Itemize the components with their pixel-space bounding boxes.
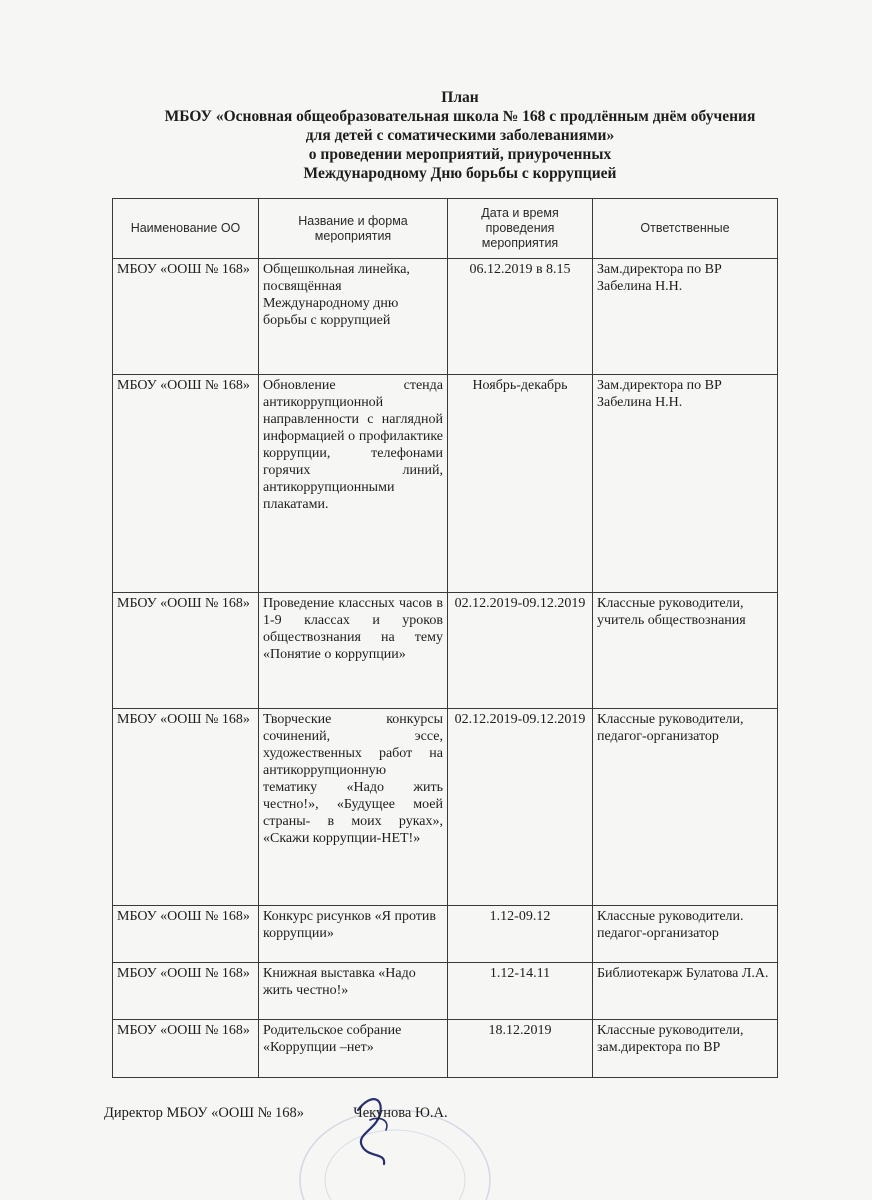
cell-date: Ноябрь-декабрь bbox=[448, 375, 593, 593]
cell-event: Конкурс рисунков «Я против коррупции» bbox=[259, 906, 448, 963]
table-row bbox=[113, 375, 778, 593]
cell-org: МБОУ «ООШ № 168» bbox=[113, 259, 259, 375]
table-row bbox=[113, 963, 778, 1020]
table-row bbox=[113, 906, 778, 963]
cell-event: Творческие конкурсы сочинений, эссе, художественных работ на антикоррупционную тематику «Надо жить честно!», «Будущее моей страны- в моих руках», «Скажи коррупции-НЕТ!» bbox=[259, 709, 448, 906]
header-event: Название и форма мероприятия bbox=[259, 199, 448, 259]
cell-event: Общешкольная линейка, посвящённая Международному дню борьбы с коррупцией bbox=[259, 259, 448, 375]
footer-text: Директор МБОУ «ООШ № 168» bbox=[104, 1105, 305, 1121]
cell-date: 1.12-14.11 bbox=[448, 963, 593, 1020]
cell-org: МБОУ «ООШ № 168» bbox=[113, 593, 259, 709]
table-row bbox=[113, 1020, 778, 1078]
cell-org: МБОУ «ООШ № 168» bbox=[113, 1020, 259, 1078]
cell-date: 1.12-09.12 bbox=[448, 906, 593, 963]
title-line: МБОУ «Основная общеобразовательная школа № 168 с продлённым днём обучения bbox=[164, 108, 756, 125]
footer-name: Чекунова Ю.А. bbox=[353, 1105, 448, 1121]
cell-event: Проведение классных часов в 1-9 классах и уроков обществознания на тему «Понятие о коррупции» bbox=[259, 593, 448, 709]
cell-responsible: Классные руководители, учитель обществознания bbox=[593, 593, 778, 709]
cell-org: МБОУ «ООШ № 168» bbox=[113, 906, 259, 963]
cell-date: 02.12.2019-09.12.2019 bbox=[448, 593, 593, 709]
cell-org: МБОУ «ООШ № 168» bbox=[113, 375, 259, 593]
header-date: Дата и время проведения мероприятия bbox=[448, 199, 593, 259]
cell-responsible: Зам.директора по ВР Забелина Н.Н. bbox=[593, 259, 778, 375]
cell-event: Родительское собрание «Коррупции –нет» bbox=[259, 1020, 448, 1078]
table-row bbox=[113, 709, 778, 906]
table-row bbox=[113, 593, 778, 709]
cell-date: 18.12.2019 bbox=[448, 1020, 593, 1078]
header-org: Наименование ОО bbox=[113, 199, 259, 259]
title-line: План bbox=[441, 89, 479, 106]
cell-responsible: Классные руководители, зам.директора по ВР bbox=[593, 1020, 778, 1078]
table-header-row bbox=[113, 199, 778, 259]
cell-date: 06.12.2019 в 8.15 bbox=[448, 259, 593, 375]
title-line: для детей с соматическими заболеваниями» bbox=[305, 127, 615, 144]
cell-responsible: Классные руководители, педагог-организатор bbox=[593, 709, 778, 906]
signature-icon bbox=[340, 1090, 410, 1170]
title-line: о проведении мероприятий, приуроченных bbox=[308, 146, 612, 163]
cell-responsible: Библиотекарж Булатова Л.А. bbox=[593, 963, 778, 1020]
cell-event: Книжная выставка «Надо жить честно!» bbox=[259, 963, 448, 1020]
header-responsible: Ответственные bbox=[593, 199, 778, 259]
events-table bbox=[112, 198, 778, 1078]
title-line: Международному Дню борьбы с коррупцией bbox=[303, 165, 617, 182]
cell-event: Обновление стенда антикоррупционной направленности с наглядной информацией о профилактике коррупции, телефонами горячих линий, антикоррупционными плакатами. bbox=[259, 375, 448, 593]
cell-org: МБОУ «ООШ № 168» bbox=[113, 963, 259, 1020]
footer-signature-line bbox=[104, 1105, 448, 1122]
document-title bbox=[110, 88, 810, 183]
cell-responsible: Зам.директора по ВР Забелина Н.Н. bbox=[593, 375, 778, 593]
cell-org: МБОУ «ООШ № 168» bbox=[113, 709, 259, 906]
cell-responsible: Классные руководители. педагог-организатор bbox=[593, 906, 778, 963]
cell-date: 02.12.2019-09.12.2019 bbox=[448, 709, 593, 906]
table-row bbox=[113, 259, 778, 375]
